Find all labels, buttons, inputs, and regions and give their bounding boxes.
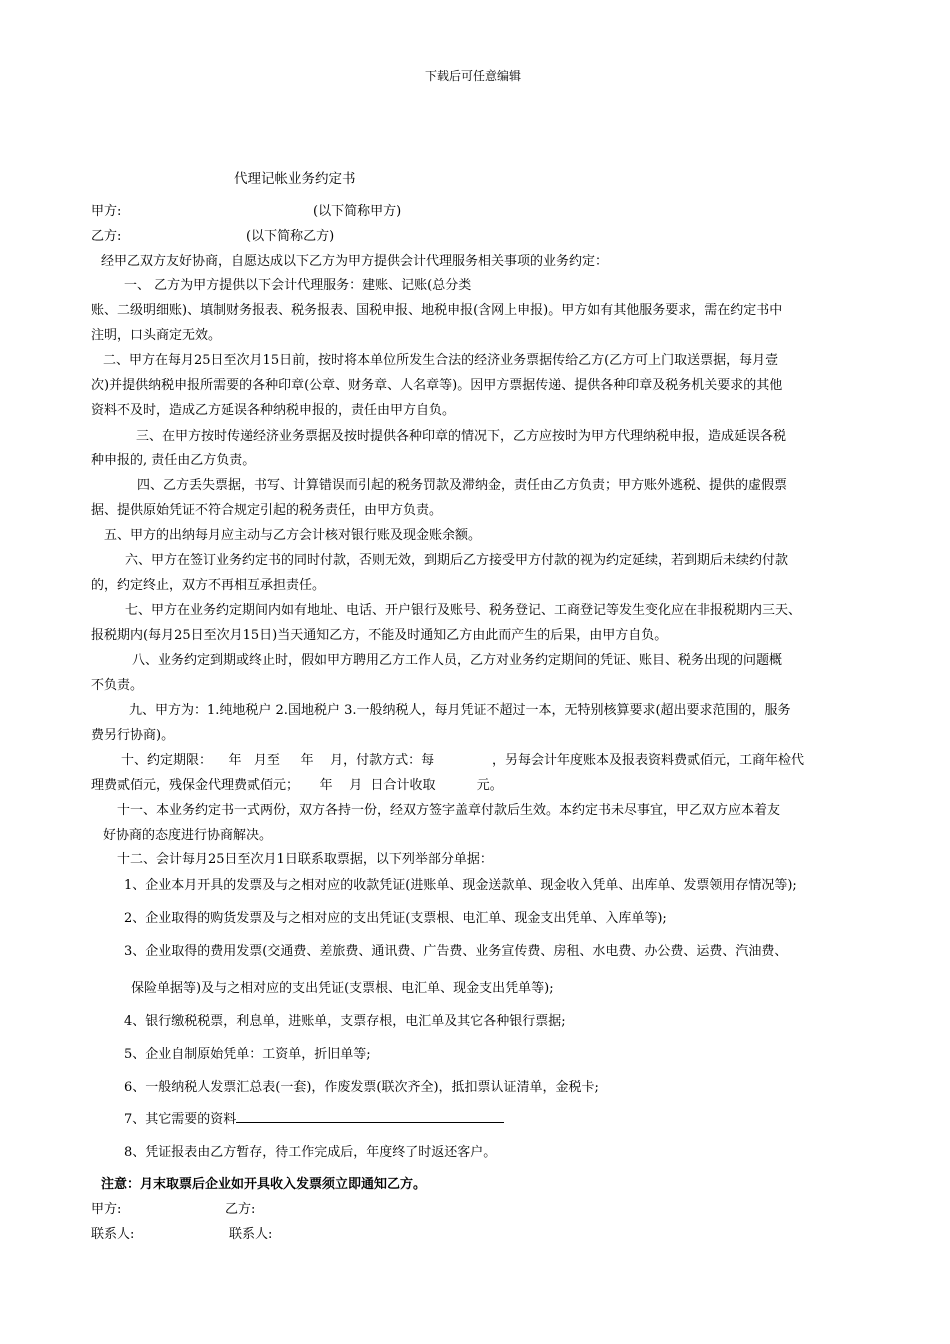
clause-9-line-1: 九、甲方为：1.纯地税户 2.国地税户 3.一般纳税人，每月凭证不超过一本，无特别核算要求(超出要求范围的，服务 bbox=[129, 703, 791, 718]
clause-12-item-6: 6、一般纳税人发票汇总表(一套)，作废发票(联次齐全)，抵扣票认证清单，金税卡; bbox=[124, 1080, 599, 1095]
clause-12-item-5: 5、企业自制原始凭单：工资单，折旧单等; bbox=[124, 1047, 371, 1062]
clause-12-item-8: 8、凭证报表由乙方暂存，待工作完成后，年度终了时返还客户。 bbox=[124, 1145, 497, 1160]
signature-party-a-label: 甲方: bbox=[91, 1202, 122, 1217]
clause-4-line-2: 据、提供原始凭证不符合规定引起的税务责任，由甲方负责。 bbox=[91, 503, 443, 518]
party-a-note: (以下简称甲方) bbox=[313, 204, 402, 219]
document-title: 代理记帐业务约定书 bbox=[234, 171, 356, 187]
party-b-note: (以下简称乙方) bbox=[246, 229, 335, 244]
fill-in-blank-line bbox=[236, 1108, 504, 1123]
clause-12-item-4: 4、银行缴税税票，利息单，进账单，支票存根，电汇单及其它各种银行票据; bbox=[124, 1014, 566, 1029]
signature-party-b-label: 乙方: bbox=[225, 1202, 256, 1217]
clause-1-line-2: 账、二级明细账)、填制财务报表、税务报表、国税申报、地税申报(含网上申报)。甲方如有其他服务要求，需在约定书中 bbox=[91, 303, 783, 318]
clause-5: 五、甲方的出纳每月应主动与乙方会计核对银行账及现金账余额。 bbox=[104, 528, 482, 543]
clause-3-line-2: 种申报的, 责任由乙方负责。 bbox=[91, 453, 256, 468]
clause-12-heading: 十二、会计每月25日至次月1日联系取票据，以下列举部分单据： bbox=[117, 852, 493, 867]
clause-1-line-1: 一、 乙方为甲方提供以下会计代理服务：建账、记账(总分类 bbox=[124, 278, 472, 293]
notice-text: 注意：月末取票后企业如开具收入发票须立即通知乙方。 bbox=[101, 1177, 427, 1192]
clause-6-line-1: 六、甲方在签订业务约定书的同时付款，否则无效，到期后乙方接受甲方付款的视为约定延续，若到期后未续约付款 bbox=[125, 553, 789, 568]
clause-7-line-1: 七、甲方在业务约定期间内如有地址、电话、开户银行及账号、税务登记、工商登记等发生变化应在非报税期内三天、 bbox=[125, 603, 802, 618]
clause-2-line-1: 二、甲方在每月25日至次月15日前，按时将本单位所发生合法的经济业务票据传给乙方(乙方可上门取送票据，每月壹 bbox=[103, 353, 779, 368]
clause-12-item-3: 3、企业取得的费用发票(交通费、差旅费、通讯费、广告费、业务宣传费、房租、水电费、办公费、运费、汽油费、 bbox=[124, 944, 788, 959]
signature-party-a-contact: 联系人: bbox=[91, 1227, 135, 1242]
clause-12-item-3-cont: 保险单据等)及与之相对应的支出凭证(支票根、电汇单、现金支出凭单等); bbox=[131, 981, 554, 996]
clause-6-line-2: 的，约定终止，双方不再相互承担责任。 bbox=[91, 578, 326, 593]
clause-12-item-1: 1、企业本月开具的发票及与之相对应的收款凭证(进账单、现金送款单、现金收入凭单、出库单、发票领用存情况等); bbox=[124, 878, 797, 893]
clause-4-line-1: 四、乙方丢失票据，书写、计算错误而引起的税务罚款及滞纳金，责任由乙方负责；甲方账外逃税、提供的虚假票 bbox=[137, 478, 788, 493]
clause-12-item-7: 7、其它需要的资料 bbox=[124, 1112, 237, 1127]
intro-paragraph: 经甲乙双方友好协商，自愿达成以下乙方为甲方提供会计代理服务相关事项的业务约定： bbox=[101, 254, 609, 269]
clause-11-line-2: 好协商的态度进行协商解决。 bbox=[103, 828, 273, 843]
clause-8-line-1: 八、业务约定到期或终止时，假如甲方聘用乙方工作人员，乙方对业务约定期间的凭证、账目、税务出现的问题概 bbox=[132, 653, 783, 668]
clause-12-item-2: 2、企业取得的购货发票及与之相对应的支出凭证(支票根、电汇单、现金支出凭单、入库单等); bbox=[124, 911, 667, 926]
clause-8-line-2: 不负责。 bbox=[91, 678, 144, 693]
clause-2-line-3: 资料不及时，造成乙方延误各种纳税申报的，责任由甲方自负。 bbox=[91, 403, 456, 418]
header-note: 下载后可任意编辑 bbox=[425, 69, 522, 83]
party-b-label: 乙方: bbox=[91, 229, 122, 244]
clause-12-item-7-row bbox=[124, 1108, 504, 1127]
clause-10-line-1: 十、约定期限： 年 月至 年 月，付款方式：每 ，另每会计年度账本及报表资料费贰佰元，工商年检代 bbox=[121, 753, 804, 768]
party-a-label: 甲方: bbox=[91, 204, 122, 219]
clause-1-line-3: 注明，口头商定无效。 bbox=[91, 328, 222, 343]
clause-9-line-2: 费另行协商)。 bbox=[91, 728, 175, 743]
signature-party-b-contact: 联系人: bbox=[229, 1227, 273, 1242]
clause-10-line-2: 理费贰佰元，残保金代理费贰佰元； 年 月 日合计收取 元。 bbox=[91, 778, 503, 793]
clause-7-line-2: 报税期内(每月25日至次月15日)当天通知乙方，不能及时通知乙方由此而产生的后果，由甲方自负。 bbox=[91, 628, 668, 643]
clause-2-line-2: 次)并提供纳税申报所需要的各种印章(公章、财务章、人名章等)。因甲方票据传递、提供各种印章及税务机关要求的其他 bbox=[91, 378, 783, 393]
clause-11-line-1: 十一、本业务约定书一式两份，双方各持一份，经双方签字盖章付款后生效。本约定书未尽事宜，甲乙双方应本着友 bbox=[117, 803, 781, 818]
clause-3-line-1: 三、在甲方按时传递经济业务票据及按时提供各种印章的情况下，乙方应按时为甲方代理纳税申报，造成延误各税 bbox=[136, 429, 787, 444]
